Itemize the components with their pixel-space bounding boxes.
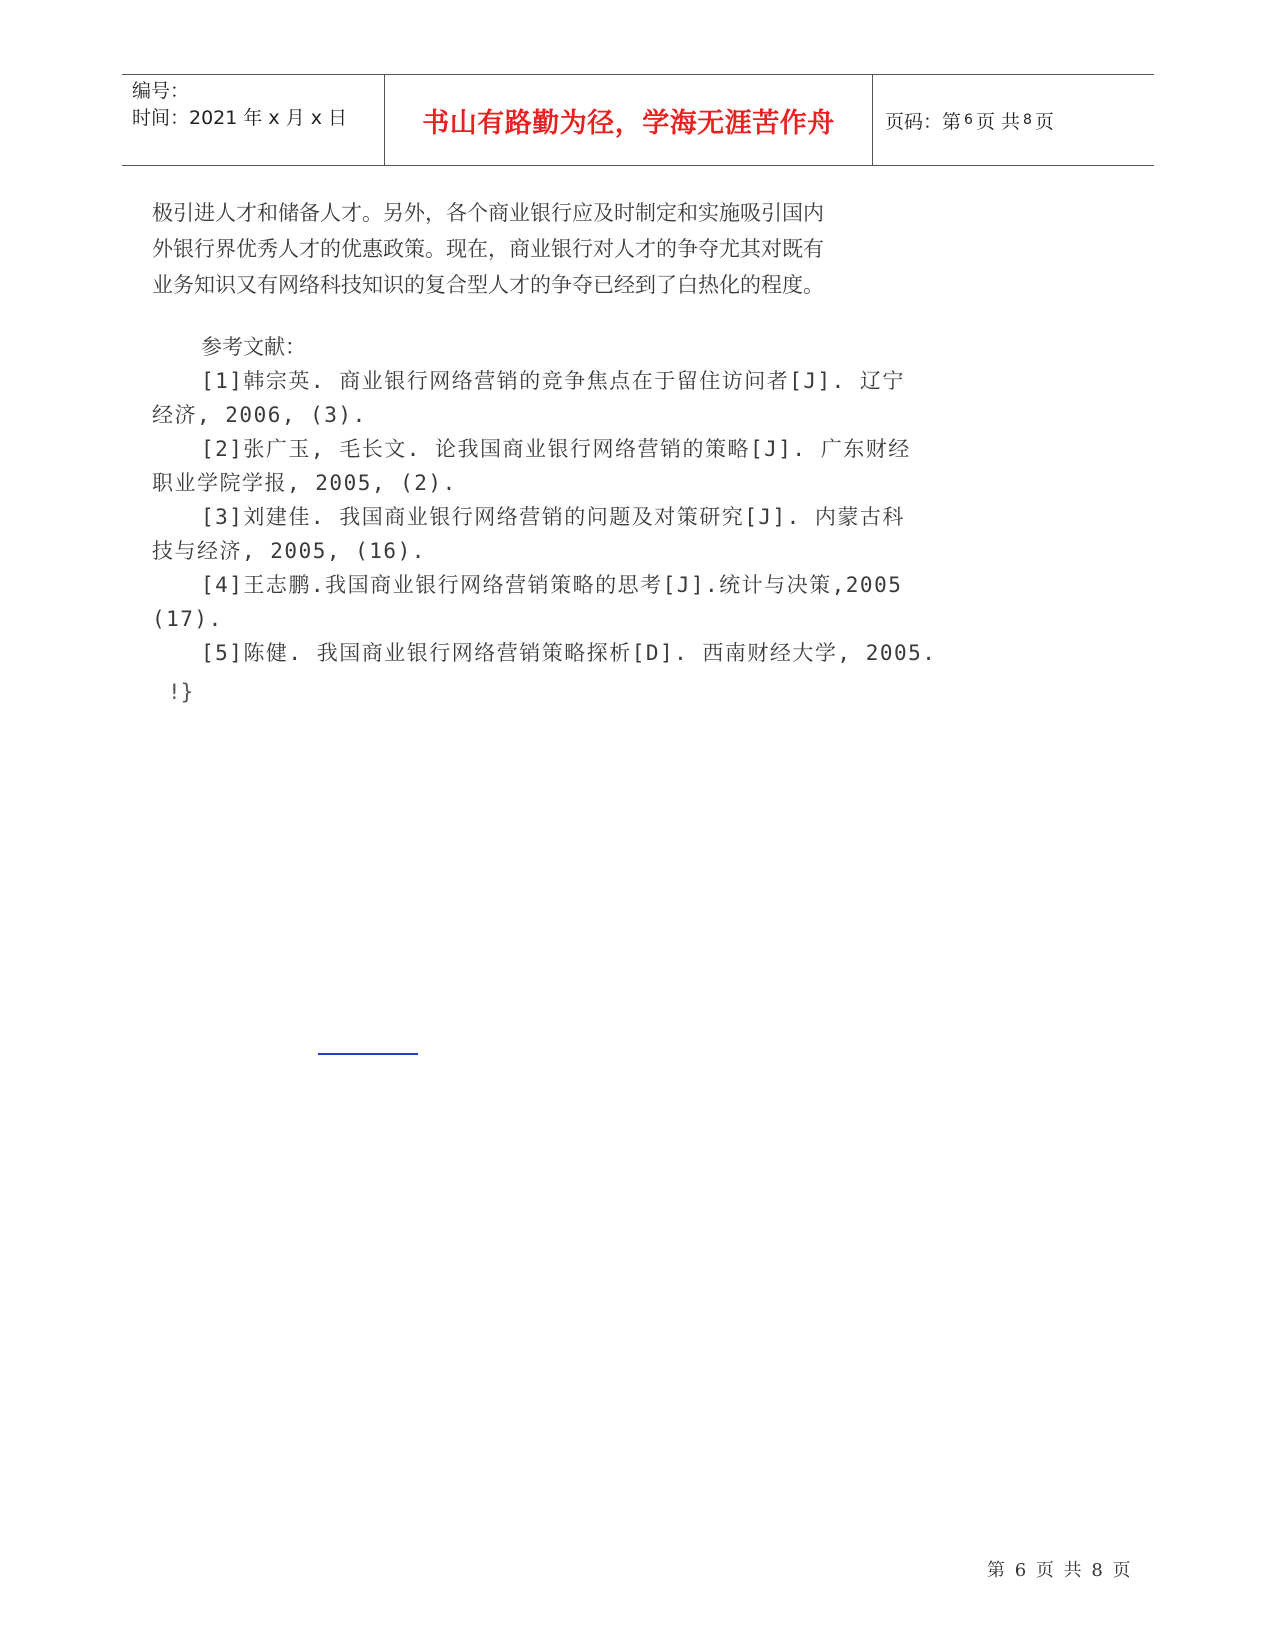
references-heading: 参考文献： [201,335,306,359]
body-line: 外银行界优秀人才的优惠政策。现在，商业银行对人才的争夺尤其对既有 [152,237,824,261]
time-label: 时间：2021 年 x 月 x 日 [132,107,348,129]
reference-item-2: [2]张广玉, 毛长文. 论我国商业银行网络营销的策略[J]. 广东财经 [201,437,911,461]
body-paragraph [152,195,972,303]
reference-item-4-cont: (17). [152,607,223,631]
motto-text: 书山有路勤为径，学海无涯苦作舟 [422,107,835,139]
body-line: 业务知识又有网络科技知识的复合型人才的争夺已经到了白热化的程度。 [152,273,824,297]
page-label-suffix: 页 [1034,110,1054,133]
reference-item-3-cont: 技与经济, 2005, (16). [152,539,426,563]
body-line: 极引进人才和储备人才。另外，各个商业银行应及时制定和实施吸引国内 [152,201,824,225]
reference-item-1-cont: 经济, 2006, (3). [152,403,367,427]
header-motto-cell [385,75,873,165]
reference-item-3: [3]刘建佳. 我国商业银行网络营销的问题及对策研究[J]. 内蒙古科 [201,505,905,529]
references-section [152,330,972,670]
blue-link-underline[interactable] [318,1053,418,1055]
page-header [122,74,1154,166]
header-page-cell [873,75,1154,165]
stray-text: !} [168,680,194,704]
reference-item-4: [4]王志鹏.我国商业银行网络营销策略的思考[J].统计与决策,2005 [201,573,903,597]
reference-item-5: [5]陈健. 我国商业银行网络营销策略探析[D]. 西南财经大学, 2005. [201,641,937,665]
page-current: 6 [964,112,973,128]
number-label: 编号： [132,80,190,102]
page-label-prefix: 页码：第 [885,110,962,133]
page-label-mid: 页 共 [975,110,1020,133]
reference-item-1: [1]韩宗英. 商业银行网络营销的竞争焦点在于留住访问者[J]. 辽宁 [201,369,905,393]
page-footer: 第 6 页 共 8 页 [987,1560,1133,1581]
page-total: 8 [1022,112,1032,128]
reference-item-2-cont: 职业学院学报, 2005, (2). [152,471,457,495]
header-meta-cell [122,75,385,165]
